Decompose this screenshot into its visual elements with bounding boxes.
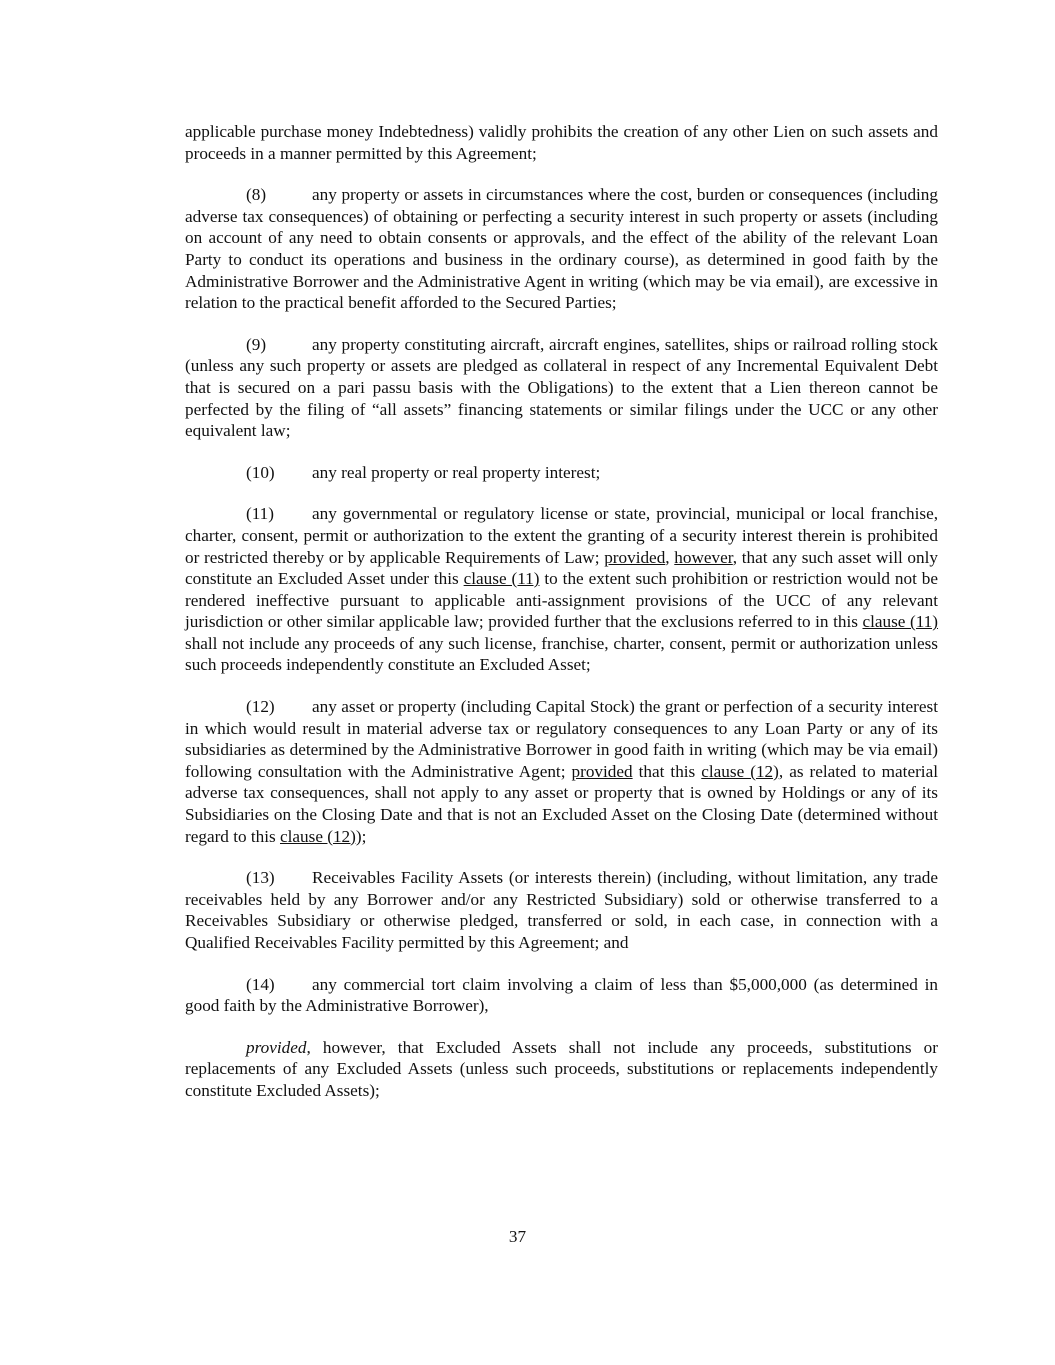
clause-paragraph xyxy=(185,867,938,953)
text-run: clause (12) xyxy=(701,761,779,781)
text-run: clause (11) xyxy=(862,612,938,632)
clause-paragraph xyxy=(185,974,938,1017)
text-run: any governmental or regulatory license or state, provincial, municipal or local franchise, charter, consent, permit or authorization to the extent the granting of a security interest therein is prohibited or restricted thereby or by applicable Requirements of Law; xyxy=(185,504,938,567)
text-run: , as related to material adverse tax consequences, shall not apply to any asset or property that is owned by Holdings or any of its Subsidiaries on the Closing Date and that is not an Excluded Asset on the Closing Date (determined without regard to this xyxy=(185,761,938,846)
text-run: any property constituting aircraft, aircraft engines, satellites, ships or railroad rolling stock (unless any such property or assets are pledged as collateral in respect of any Incremental Equivalent Debt that is secured on a pari passu basis with the Obligations) to the extent that a Lien thereon cannot be perfected by the filing of “all assets” financing statements or similar filings under the UCC or any other equivalent law; xyxy=(185,334,938,441)
text-run: , xyxy=(665,547,675,567)
text-run: provided xyxy=(246,1037,307,1057)
text-run: however xyxy=(674,547,733,567)
page-body xyxy=(185,121,938,1122)
clause-number: (12) xyxy=(246,697,275,717)
clause-paragraph xyxy=(185,462,938,484)
clause-number: (9) xyxy=(246,334,267,354)
clause-number: (11) xyxy=(246,504,274,524)
clause-paragraph xyxy=(185,184,938,314)
text-run: , however, that Excluded Assets shall not include any proceeds, substitutions or replacements of any Excluded Assets (unless such proceeds, substitutions or replacements independently constitute Excluded Assets); xyxy=(185,1037,938,1100)
text-run: ); xyxy=(355,826,367,846)
paragraph xyxy=(185,121,938,164)
page-number: 37 xyxy=(508,1227,527,1246)
text-run: any property or assets in circumstances where the cost, burden or consequences (including adverse tax consequences) of obtaining or perfecting a security interest in such property or assets (including on account of any need to obtain consents or approvals, and the effect of the ability of the relevant Loan Party to conduct its operations and business in the ordinary course), as determined in good faith by the Administrative Borrower and the Administrative Agent in writing (which may be via email), are excessive in relation to the practical benefit afforded to the Secured Parties; xyxy=(185,185,938,313)
text-run: provided xyxy=(604,547,666,567)
text-run: clause (11) xyxy=(463,569,540,589)
text-run: provided xyxy=(571,761,633,781)
text-run: clause (12) xyxy=(280,826,356,846)
text-run: Receivables Facility Assets (or interests therein) (including, without limitation, any trade receivables held by any Borrower and/or any Restricted Subsidiary) sold or otherwise transferred to a Receivables Subsidiary or otherwise pledged, transferred or sold, in each case, in connection with a Qualified Receivables Facility permitted by this Agreement; and xyxy=(185,868,938,952)
text-run: that this xyxy=(632,761,702,781)
text-run: any real property or real property interest; xyxy=(312,462,601,482)
clause-number: (8) xyxy=(246,185,267,205)
text-run: any commercial tort claim involving a claim of less than $5,000,000 (as determined in good faith by the Administrative Borrower), xyxy=(185,974,938,1016)
clause-paragraph xyxy=(185,696,938,847)
text-run: shall not include any proceeds of any such license, franchise, charter, consent, permit or authorization unless such proceeds independently constitute an Excluded Asset; xyxy=(185,633,938,675)
text-run: , that any such asset will only constitute an Excluded Asset under this xyxy=(185,547,938,589)
clause-number: (14) xyxy=(246,974,275,994)
text-run: applicable purchase money Indebtedness) validly prohibits the creation of any other Lien on such assets and proceeds in a manner permitted by this Agreement; xyxy=(185,122,938,163)
clause-paragraph xyxy=(185,503,938,676)
clause-paragraph xyxy=(185,334,938,442)
paragraph xyxy=(185,1037,938,1102)
clause-number: (10) xyxy=(246,462,275,482)
clause-number: (13) xyxy=(246,868,275,888)
text-run: to the extent such prohibition or restriction would not be rendered ineffective pursuant to applicable anti-assignment provisions of the UCC of any relevant jurisdiction or other similar applicable law; provided further that the exclusions referred to in this xyxy=(185,569,938,632)
text-run: any asset or property (including Capital Stock) the grant or perfection of a security interest in which would result in material adverse tax or regulatory consequences to any Loan Party or any of its subsidiaries as determined by the Administrative Borrower in good faith in writing (which may be via email) following consultation with the Administrative Agent; xyxy=(185,697,938,781)
